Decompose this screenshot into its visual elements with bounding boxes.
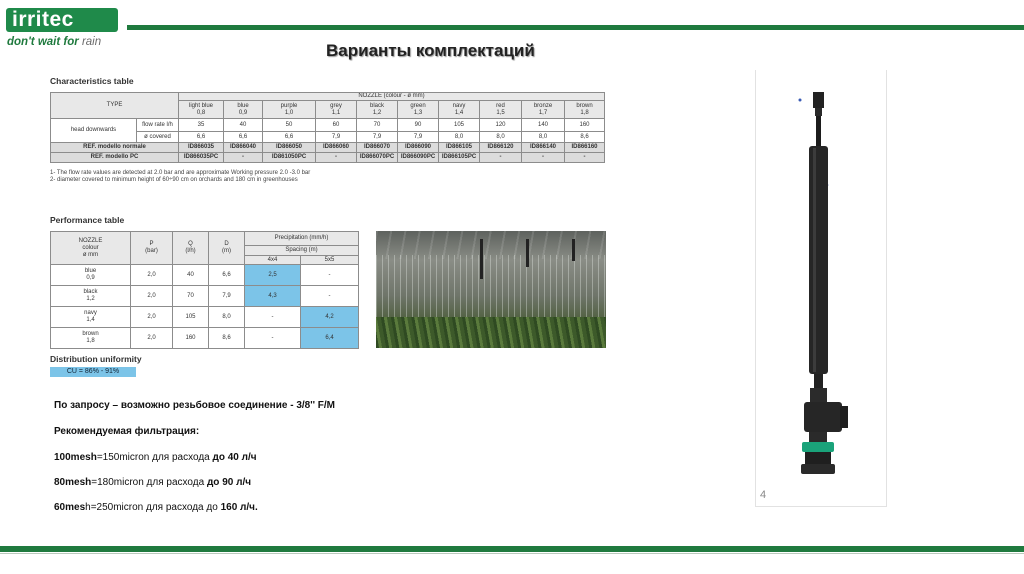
nozzle-cell: grey 1,1	[316, 101, 357, 119]
photo-mist	[376, 255, 606, 325]
flow-rate-row	[51, 119, 605, 132]
flow-value: 140	[522, 119, 565, 132]
ref-code: ID866105PC	[439, 153, 480, 163]
flow-value: 35	[179, 119, 224, 132]
ref-code: ID866060	[316, 143, 357, 153]
text-filtration-heading: Рекомендуемая фильтрация:	[54, 426, 200, 437]
table-row	[51, 328, 359, 349]
nozzle-cell: bronze 1,7	[522, 101, 565, 119]
diameter-value: 6,6	[179, 132, 224, 143]
nozzle-cell: green 1,3	[398, 101, 439, 119]
diameter-value: 8,0	[439, 132, 480, 143]
nozzle-cell: navy 1,4	[439, 101, 480, 119]
photo-sprinkler-pipe	[480, 239, 483, 279]
characteristics-label: Characteristics table	[50, 76, 134, 86]
ref-code: -	[522, 153, 565, 163]
precipitation-header: Precipitation (mm/h)	[245, 232, 359, 246]
ref-code: -	[565, 153, 605, 163]
flow-value: 160	[565, 119, 605, 132]
footnote-2: 2- diameter covered to minimum height of 60÷90 cm on orchards and 180 cm in greenhouses	[50, 177, 298, 183]
irritec-logo: irritec	[6, 8, 118, 32]
ref-code: ID866040	[224, 143, 263, 153]
characteristics-table	[50, 92, 605, 163]
ref-code: ID866035PC	[179, 153, 224, 163]
perf-q: 40	[173, 265, 209, 286]
diameter-value: 7,9	[357, 132, 398, 143]
page-number: 4	[760, 489, 767, 501]
perf-p: 2,0	[131, 307, 173, 328]
performance-label: Performance table	[50, 215, 125, 225]
diameter-value: 8,0	[480, 132, 522, 143]
greenhouse-photo	[376, 231, 606, 348]
ref-normal-label: REF. modello normale	[51, 143, 179, 153]
perf-p: 2,0	[131, 328, 173, 349]
diameter-value: 6,6	[224, 132, 263, 143]
flow-value: 60	[316, 119, 357, 132]
header-divider	[127, 25, 1024, 30]
flow-value: 40	[224, 119, 263, 132]
text-filter-80: 80mesh=180micron для расхода до 90 л/ч	[54, 477, 252, 488]
perf-4x4: 2,5	[245, 265, 301, 286]
perf-d: 6,6	[209, 265, 245, 286]
ref-code: ID866105	[439, 143, 480, 153]
ref-code: ID866140	[522, 143, 565, 153]
tagline-rain: rain	[81, 36, 102, 48]
type-header: TYPE	[51, 93, 179, 119]
ref-code: ID866070	[357, 143, 398, 153]
diameter-value: 8,0	[522, 132, 565, 143]
flow-value: 120	[480, 119, 522, 132]
perf-q: 105	[173, 307, 209, 328]
perf-q: 70	[173, 286, 209, 307]
uniformity-label: Distribution uniformity	[50, 354, 142, 364]
table-row	[51, 265, 359, 286]
ref-code: ID866090PC	[398, 153, 439, 163]
perf-d: 8,6	[209, 328, 245, 349]
perf-nozzle: brown 1,8	[51, 328, 131, 349]
perf-4x4: -	[245, 307, 301, 328]
perf-d: 8,0	[209, 307, 245, 328]
perf-nozzle: black 1,2	[51, 286, 131, 307]
diameter-label: ø covered	[137, 132, 179, 143]
perf-d-header: D (m)	[209, 232, 245, 265]
ref-code: ID866090	[398, 143, 439, 153]
ref-code: ID866120	[480, 143, 522, 153]
footnote-1: 1- The flow rate values are detected at 2.0 bar and are approximate Working pressure 2.0 -3.0 bar	[50, 170, 311, 176]
ref-normal-row	[51, 143, 605, 153]
nozzle-cell: purple 1,0	[263, 101, 316, 119]
diameter-value: 7,9	[398, 132, 439, 143]
perf-p-header: P (bar)	[131, 232, 173, 265]
ref-code: ID866035	[179, 143, 224, 153]
ref-code: -	[224, 153, 263, 163]
nozzle-cell: light blue 0,8	[179, 101, 224, 119]
performance-table	[50, 231, 359, 349]
perf-p: 2,0	[131, 286, 173, 307]
nozzle-cell: black 1,2	[357, 101, 398, 119]
perf-5x5: 6,4	[301, 328, 359, 349]
tagline-text: don't wait for	[7, 36, 79, 48]
perf-q: 160	[173, 328, 209, 349]
diameter-value: 8,6	[565, 132, 605, 143]
uniformity-badge: CU = 86% - 91%	[50, 367, 136, 377]
diameter-value: 6,6	[263, 132, 316, 143]
perf-nozzle-header: NOZZLE colour ø mm	[51, 232, 131, 265]
nozzle-header: NOZZLE (colour - ø mm)	[179, 93, 605, 101]
flow-value: 90	[398, 119, 439, 132]
perf-4x4: -	[245, 328, 301, 349]
text-thread-option: По запросу – возможно резьбовое соединение - 3/8'' F/M	[54, 400, 335, 411]
perf-5x5: -	[301, 265, 359, 286]
footer-divider-thin	[0, 553, 1024, 554]
spacing-header: Spacing (m)	[245, 246, 359, 256]
photo-sprinkler-pipe	[572, 239, 575, 261]
ref-pc-label: REF. modello PC	[51, 153, 179, 163]
perf-q-header: Q (l/h)	[173, 232, 209, 265]
nozzle-cell: red 1,5	[480, 101, 522, 119]
sprinkler-image	[780, 88, 870, 488]
spacing-4x4: 4x4	[245, 256, 301, 265]
flow-value: 70	[357, 119, 398, 132]
photo-sprinkler-pipe	[526, 239, 529, 267]
head-downwards-label: head downwards	[51, 119, 137, 143]
spacing-5x5: 5x5	[301, 256, 359, 265]
footer-divider	[0, 546, 1024, 552]
nozzle-cell: brown 1,8	[565, 101, 605, 119]
flow-value: 105	[439, 119, 480, 132]
text-filter-60: 60mesh=250micron для расхода до 160 л/ч.	[54, 502, 258, 513]
text-filter-100: 100mesh=150micron для расхода до 40 л/ч	[54, 452, 257, 463]
page-title: Варианты комплектаций	[326, 41, 535, 60]
ref-code: -	[480, 153, 522, 163]
diameter-value: 7,9	[316, 132, 357, 143]
perf-nozzle: navy 1,4	[51, 307, 131, 328]
photo-plants	[376, 317, 606, 348]
perf-5x5: -	[301, 286, 359, 307]
perf-d: 7,9	[209, 286, 245, 307]
table-row	[51, 307, 359, 328]
perf-4x4: 4,3	[245, 286, 301, 307]
perf-p: 2,0	[131, 265, 173, 286]
ref-code: -	[316, 153, 357, 163]
perf-nozzle: blue 0,9	[51, 265, 131, 286]
ref-code: ID866070PC	[357, 153, 398, 163]
perf-5x5: 4,2	[301, 307, 359, 328]
logo-tagline	[7, 36, 101, 48]
flow-value: 50	[263, 119, 316, 132]
nozzle-cell: blue 0,9	[224, 101, 263, 119]
ref-code: ID861050PC	[263, 153, 316, 163]
ref-code: ID866050	[263, 143, 316, 153]
ref-pc-row	[51, 153, 605, 163]
table-row	[51, 286, 359, 307]
flow-rate-label: flow rate l/h	[137, 119, 179, 132]
ref-code: ID866160	[565, 143, 605, 153]
